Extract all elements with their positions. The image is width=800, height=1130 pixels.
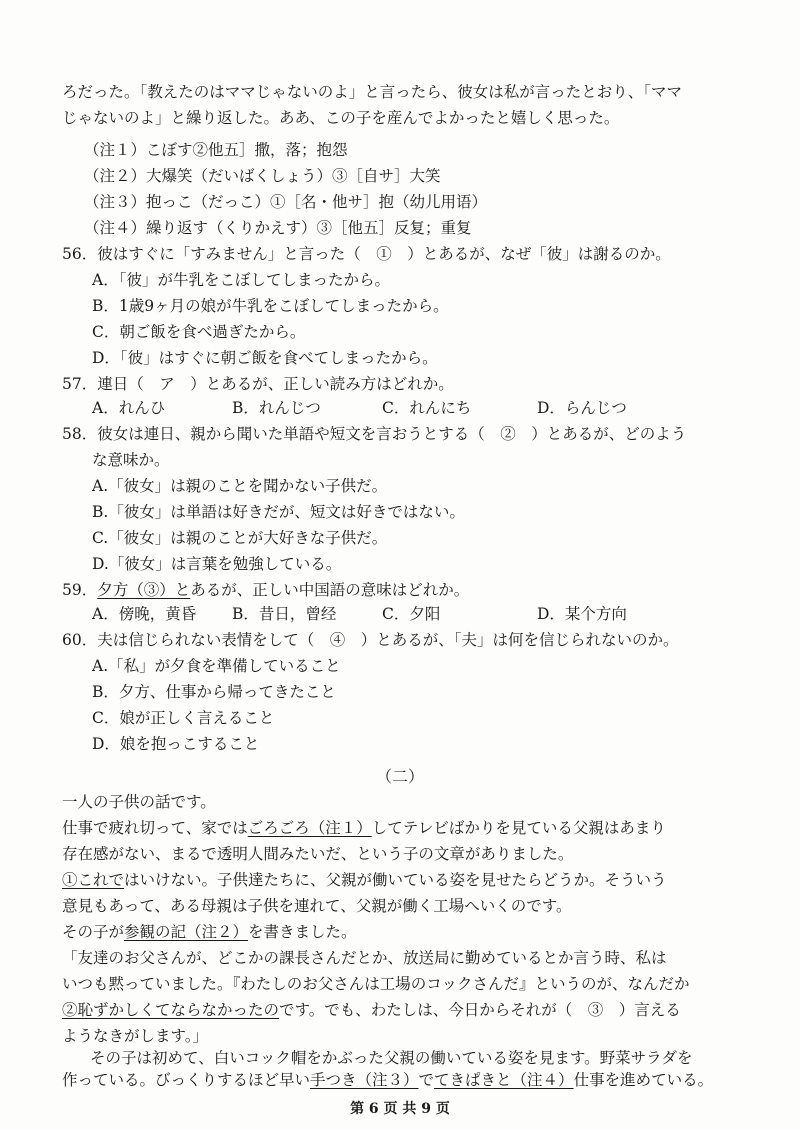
question-stem: 57．連日（ ア ）とあるが、正しい読み方はどれか。 — [62, 375, 454, 393]
page-footer: 第 6 页 共 9 页 — [350, 1101, 450, 1117]
text-run: を書きました。 — [248, 923, 357, 941]
answer-option: C．夕阳 — [382, 605, 441, 623]
passage-line — [62, 868, 742, 892]
note-item: （注１）こぼす②他五］撒，落；抱怨 — [84, 141, 348, 159]
underlined-phrase: ごろごろ（注１） — [247, 819, 372, 837]
passage-line: 意見もあって、ある母親は子供を連れて、父親が働く工場へいくのです。 — [62, 897, 572, 915]
answer-option: A．「彼」が牛乳をこぼしてしまったから。 — [92, 271, 390, 289]
text-run: 仕事を進めている。 — [573, 1071, 714, 1089]
note-item: （注２）大爆笑（だいばくしょう）③［自サ］大笑 — [84, 167, 441, 185]
text-run: してテレビばかりを見ている父親はあまり — [371, 819, 666, 837]
underlined-phrase: 参観の記（注２） — [124, 923, 249, 941]
answer-option: B．れんじつ — [232, 399, 321, 417]
text-run: 仕事で疲れ切って、家では — [62, 819, 248, 837]
passage-line: いつも黙っていました。『わたしのお父さんは工場のコックさんだ』というのが、なんだか — [62, 975, 690, 993]
underlined-phrase: ②恥ずかしくてならなかったの — [62, 1001, 280, 1019]
answer-option: A．れんひ — [92, 399, 166, 417]
question-stem: 60．夫は信じられない表情をして（ ④ ）とあるが、「夫」は何を信じられないのか。 — [62, 631, 679, 649]
text-run: 作っている。びっくりするほど早い — [62, 1071, 311, 1089]
text-run: その子が — [62, 923, 125, 941]
answer-option: B．昔日，曾经 — [232, 605, 337, 623]
answer-option: B．1歳9ヶ月の娘が牛乳をこぼしてしまったから。 — [92, 297, 449, 315]
answer-option: B.「彼女」は単語は好きだが、短文は好きではない。 — [92, 503, 465, 521]
passage-line — [62, 1068, 742, 1092]
passage-line — [62, 998, 742, 1022]
question-stem — [62, 578, 742, 602]
question-stem: な意味か。 — [92, 451, 170, 469]
question-stem: 58．彼女は連日、親から聞いた単語や短文を言おうとする（ ② ）とあるが、どのよう — [62, 425, 687, 443]
answer-option: D．某个方向 — [537, 605, 627, 623]
passage-line: ようなきがします。」 — [62, 1027, 209, 1045]
note-item: （注３）抱っこ（だっこ）①［名・他サ］抱（幼儿用语） — [84, 193, 488, 211]
underlined-phrase: 夕方（③）と — [97, 581, 191, 599]
answer-option: A.「私」が夕食を準備していること — [92, 657, 341, 675]
underlined-phrase: 手つき（注３） — [310, 1071, 419, 1089]
passage-line: 存在感がない、まるで透明人間みたいだ、という子の文章がありました。 — [62, 845, 574, 863]
text-run: です。でも、わたしは、今日からそれが（ ③ ）言える — [279, 1001, 681, 1019]
answer-option: C．れんにち — [382, 399, 472, 417]
passage-line: 一人の子供の話です。 — [62, 793, 216, 811]
answer-options-row — [92, 396, 772, 420]
passage-line: その子は初めて、白いコック帽をかぶった父親の働いている姿を見ます。野菜サラダを — [90, 1049, 693, 1067]
answer-option: C．娘が正しく言えること — [92, 709, 275, 727]
answer-option: A．傍晚，黄昏 — [92, 605, 197, 623]
text-run: はいけない。子供達たちに、父親が働いている姿を見せたらどうか。そういう — [124, 871, 667, 889]
answer-option: D.「彼女」は言葉を勉強している。 — [92, 555, 342, 573]
passage-line — [62, 816, 742, 840]
answer-option: A.「彼女」は親のことを聞かない子供だ。 — [92, 477, 388, 495]
underlined-phrase: ①これで — [62, 871, 125, 889]
underlined-phrase: てきぱきと（注４） — [434, 1071, 574, 1089]
passage-line: ろだった。「教えたのはママじゃないのよ」と言ったら、彼女は私が言ったとおり、「ママ — [62, 83, 683, 101]
answer-option: C.「彼女」は親のことが大好きな子供だ。 — [92, 529, 388, 547]
passage-line: 「友達のお父さんが、どこかの課長さんだとか、放送局に勤めているとか言う時、私は — [62, 949, 667, 967]
passage-line — [62, 920, 742, 944]
note-item: （注４）繰り返す（くりかえす）③［他五］反复；重复 — [84, 219, 472, 237]
text-run: で — [418, 1071, 435, 1089]
section-title: （二） — [375, 767, 424, 786]
passage-line: じゃないのよ」と繰り返した。ああ、この子を産んでよかったと嬉しく思った。 — [62, 109, 620, 127]
answer-option: D．娘を抱っこすること — [92, 735, 260, 753]
answer-option: C．朝ご飯を食べ過ぎたから。 — [92, 323, 306, 341]
answer-option: B．夕方、仕事から帰ってきたこと — [92, 683, 336, 701]
question-number: 59． — [62, 581, 98, 599]
answer-option: D．「彼」はすぐに朝ご飯を食べてしまったから。 — [92, 349, 438, 367]
question-stem: 56．彼はすぐに「すみません」と言った（ ① ）とあるが、なぜ「彼」は謝るのか。 — [62, 245, 671, 263]
question-text: あるが、正しい中国語の意味はどれか。 — [190, 581, 470, 599]
answer-options-row — [92, 602, 772, 626]
answer-option: D．らんじつ — [537, 399, 627, 417]
